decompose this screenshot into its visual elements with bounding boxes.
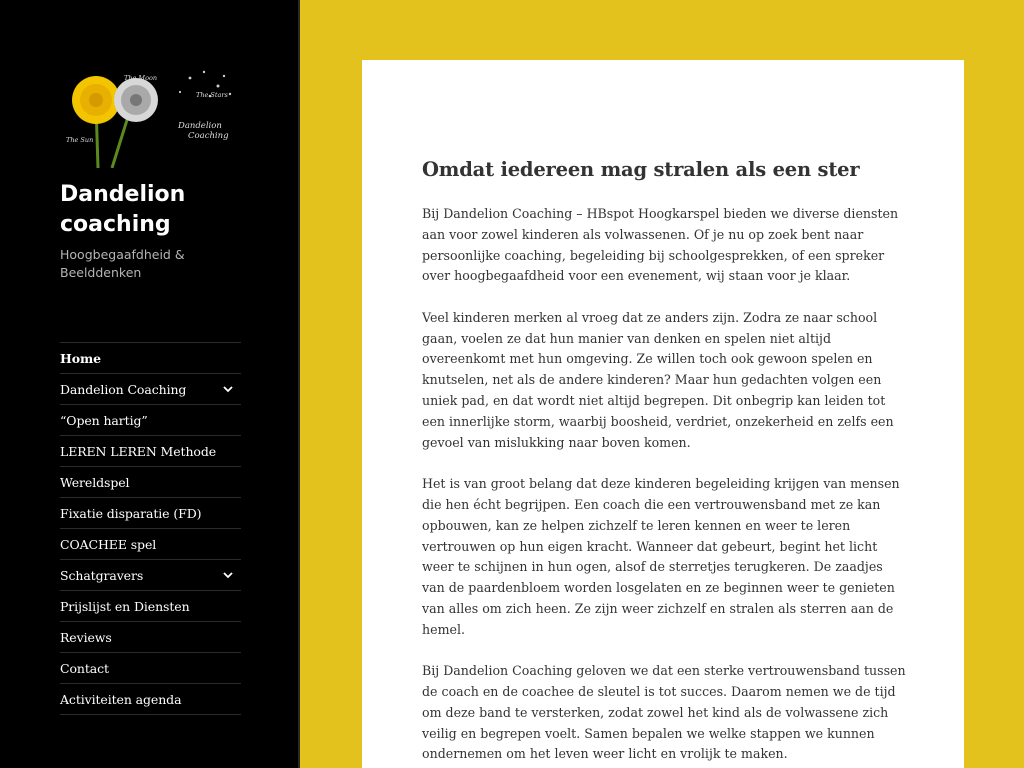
- nav-link-leren-leren[interactable]: LEREN LEREN Methode: [60, 443, 217, 459]
- nav-item-coachee-spel: [60, 529, 241, 560]
- logo-sun-text: The Sun: [66, 136, 94, 144]
- nav-item-dandelion-coaching: [60, 374, 241, 405]
- nav-item-home: [60, 343, 241, 374]
- nav-link-fixatie-disparatie[interactable]: Fixatie disparatie (FD): [60, 505, 202, 521]
- nav-item-prijslijst: [60, 591, 241, 622]
- main-navigation: [60, 342, 241, 715]
- chevron-down-icon: [222, 383, 234, 395]
- nav-item-schatgravers: [60, 560, 241, 591]
- nav-link-home[interactable]: Home: [60, 350, 101, 366]
- site-logo[interactable]: [60, 64, 240, 168]
- nav-item-open-hartig: [60, 405, 241, 436]
- logo-brand-line1: Dandelion: [178, 121, 222, 131]
- main-content: [362, 60, 964, 768]
- chevron-down-icon: [222, 569, 234, 581]
- submenu-toggle-schatgravers[interactable]: [215, 560, 241, 590]
- article-title: Omdat iedereen mag stralen als een ster: [422, 158, 860, 181]
- nav-link-open-hartig[interactable]: “Open hartig”: [60, 412, 148, 428]
- logo-brand-line2: Coaching: [188, 131, 229, 141]
- nav-link-schatgravers[interactable]: Schatgravers: [60, 567, 144, 583]
- article-paragraph: Het is van groot belang dat deze kinderen begeleiding krijgen van mensen die hen écht begrijpen. Een coach die een vertrouwensband met ze kan opbouwen, kan ze helpen zichzelf te leren kennen en weer te leren vertrouwen op hun eigen kracht. Wanneer dat gebeurt, begint het licht weer te schijnen in hun ogen, alsof de sterretjes terugkeren. De zaadjes van de paardenbloem worden losgelaten en ze beginnen weer te genieten van alles om zich heen. Ze zijn weer zichzelf en stralen als sterren aan de hemel.: [422, 476, 900, 637]
- nav-link-coachee-spel[interactable]: COACHEE spel: [60, 536, 157, 552]
- nav-item-fixatie-disparatie: [60, 498, 241, 529]
- site-description: Hoogbegaafdheid & Beelddenken: [60, 247, 185, 280]
- submenu-toggle-dandelion-coaching[interactable]: [215, 374, 241, 404]
- nav-link-dandelion-coaching[interactable]: Dandelion Coaching: [60, 381, 187, 397]
- nav-item-contact: [60, 653, 241, 684]
- nav-item-activiteiten-agenda: [60, 684, 241, 715]
- nav-item-wereldspel: [60, 467, 241, 498]
- nav-link-reviews[interactable]: Reviews: [60, 629, 112, 645]
- site-title[interactable]: Dandelion coaching: [60, 182, 186, 237]
- logo-stars-text: The Stars: [196, 91, 228, 99]
- nav-link-wereldspel[interactable]: Wereldspel: [60, 474, 130, 490]
- sidebar: [0, 0, 300, 768]
- dandelion-seedhead-icon: [114, 78, 158, 122]
- nav-link-contact[interactable]: Contact: [60, 660, 109, 676]
- article-paragraph: Veel kinderen merken al vroeg dat ze anders zijn. Zodra ze naar school gaan, voelen ze dat hun manier van denken en spelen niet altijd overeenkomt met hun omgeving. Ze willen toch ook gewoon spelen en knutselen, net als de andere kinderen? Maar hun gedachten volgen een uniek pad, en dat wordt niet altijd begrepen. Dit onbegrip kan leiden tot een innerlijke storm, waarbij boosheid, verdriet, onzekerheid en zelfs een gevoel van mislukking naar boven komen.: [422, 309, 894, 450]
- article-paragraph: Bij Dandelion Coaching – HBspot Hoogkarspel bieden we diverse diensten aan voor zowel kinderen als volwassenen. Of je nu op zoek bent naar persoonlijke coaching, begeleiding bij schoolgesprekken, of een spreker over hoogbegaafdheid voor een evenement, wij staan voor je klaar.: [422, 206, 899, 284]
- logo-moon-text: The Moon: [124, 74, 158, 82]
- article-body: [422, 204, 908, 768]
- nav-item-leren-leren: [60, 436, 241, 467]
- nav-link-activiteiten-agenda[interactable]: Activiteiten agenda: [60, 691, 182, 707]
- article-paragraph: Bij Dandelion Coaching geloven we dat een sterke vertrouwensband tussen de coach en de coachee de sleutel is tot succes. Daarom nemen we de tijd om deze band te versterken, zodat zowel het kind als de volwassene zich veilig en begrepen voelt. Samen bepalen we welke stappen we kunnen ondernemen om het leven weer licht en vrolijk te maken.: [422, 663, 906, 762]
- nav-link-prijslijst[interactable]: Prijslijst en Diensten: [60, 598, 190, 614]
- nav-item-reviews: [60, 622, 241, 653]
